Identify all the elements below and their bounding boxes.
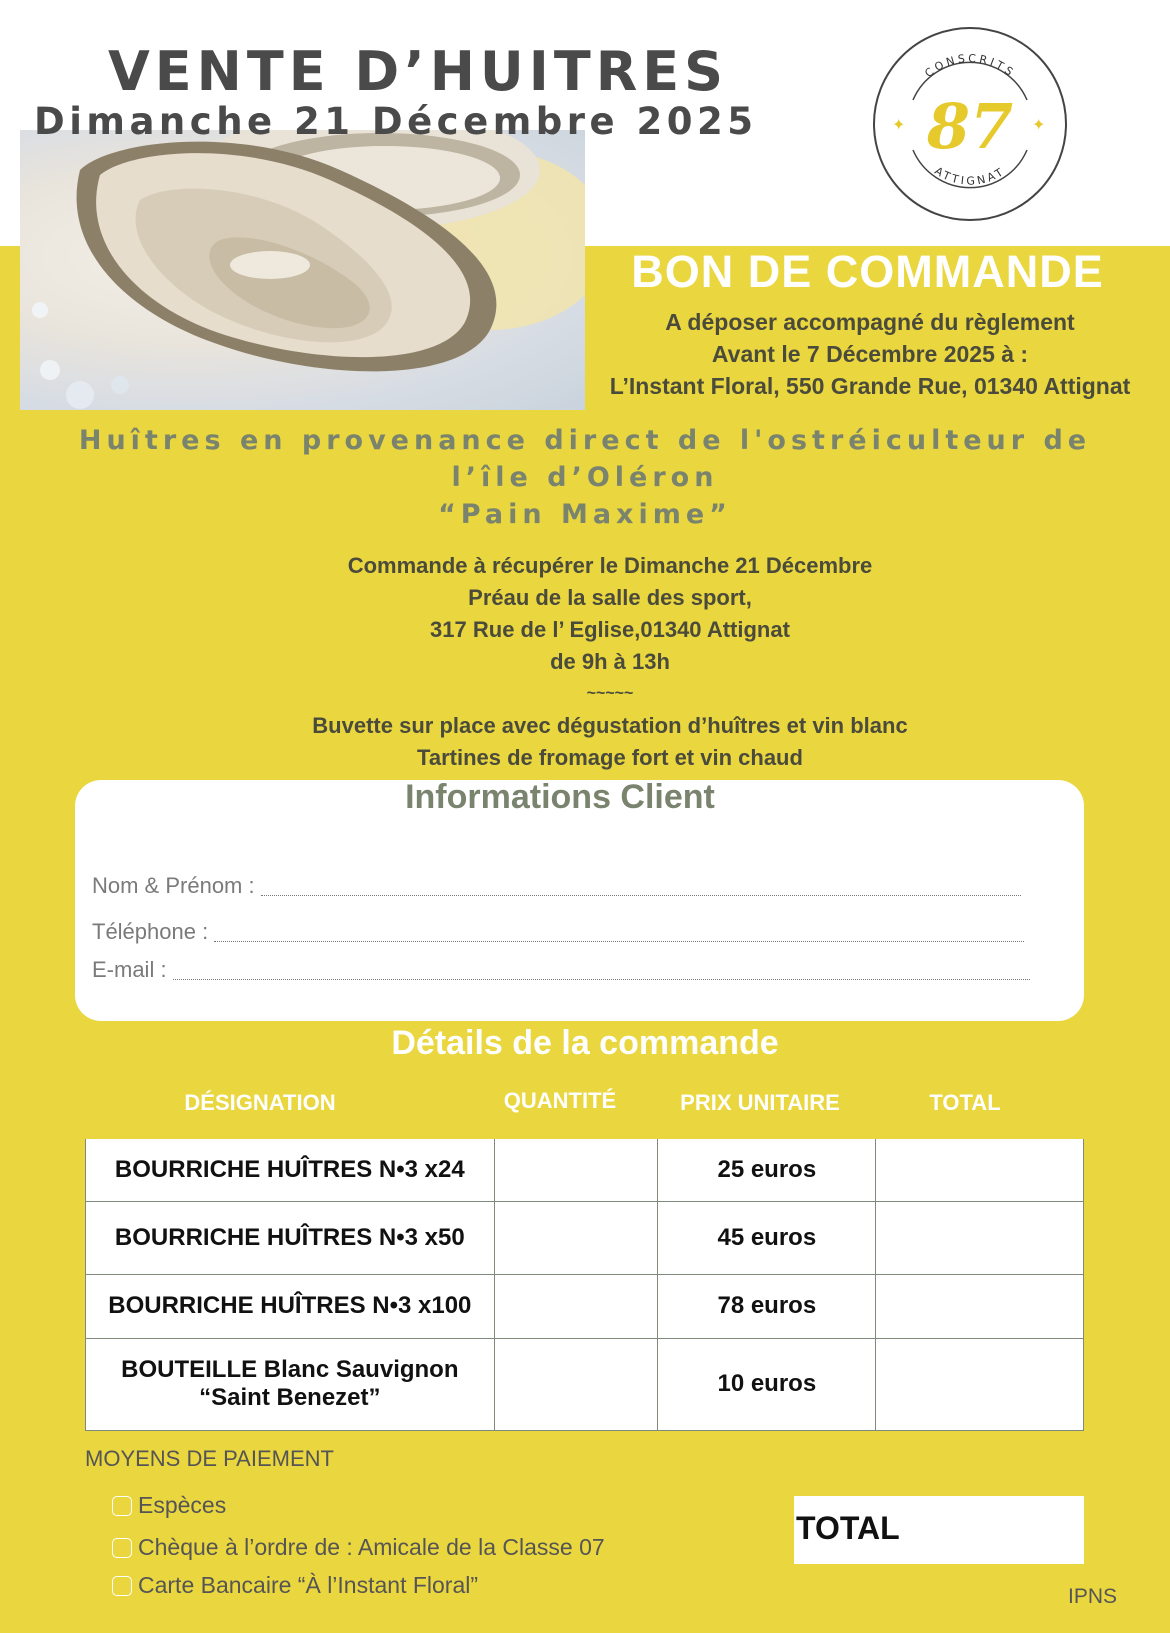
name-input-line[interactable] [261,895,1021,896]
conscrits-logo [868,22,1072,226]
extra-line: Tartines de fromage fort et vin chaud [417,745,803,770]
payment-option-label: Chèque à l’ordre de : Amicale de la Classe 07 [138,1534,605,1560]
checkbox[interactable] [112,1538,132,1558]
total-cell[interactable] [876,1201,1084,1274]
header-designation: DÉSIGNATION [184,1090,336,1115]
extra-line: Buvette sur place avec dégustation d’huîtres et vin blanc [312,713,908,738]
designation-line: BOUTEILLE Blanc Sauvignon [121,1356,459,1383]
price-cell: 45 euros [658,1201,876,1274]
order-details-title: Détails de la commande [391,1024,779,1062]
pickup-line: Commande à récupérer le Dimanche 21 Décembre [347,553,873,578]
price-cell: 25 euros [658,1139,876,1201]
header-unit-price: PRIX UNITAIRE [680,1090,840,1115]
star-right-icon: ✦ [1032,117,1046,134]
header-total: TOTAL [929,1090,1001,1115]
grand-total-label: TOTAL [796,1510,900,1546]
provenance-line: Huîtres en provenance direct de l'ostréiculteur de [78,425,1092,456]
designation-cell [86,1338,495,1430]
page-title: VENTE D’HUITRES [108,40,729,103]
payment-option-cheque[interactable] [112,1534,605,1561]
email-input-line[interactable] [173,979,1030,980]
ipns-mention: IPNS [1068,1585,1118,1608]
table-row [86,1274,1084,1338]
star-left-icon: ✦ [892,117,906,134]
total-cell[interactable] [876,1274,1084,1338]
deposit-line: A déposer accompagné du règlement [665,309,1075,335]
phone-label: Téléphone : [92,919,209,944]
designation-line: “Saint Benezet” [199,1384,381,1411]
total-cell[interactable] [876,1338,1084,1430]
deposit-line: Avant le 7 Décembre 2025 à : [711,341,1029,367]
bon-de-commande-title: BON DE COMMANDE [631,246,1104,297]
name-label: Nom & Prénom : [92,873,255,898]
deposit-instructions [585,306,1155,402]
price-cell: 10 euros [658,1338,876,1430]
designation-cell: BOURRICHE HUÎTRES N•3 x50 [86,1201,495,1274]
logo-bottom-text: ATTIGNAT [932,164,1008,188]
deposit-line: L’Instant Floral, 550 Grande Rue, 01340 Attignat [609,373,1131,399]
quantity-cell[interactable] [494,1139,658,1201]
logo-number: 87 [926,90,1014,163]
phone-field[interactable] [92,919,1024,945]
provenance-line: l’île d’Oléron [451,462,719,493]
quantity-cell[interactable] [494,1274,658,1338]
event-date: Dimanche 21 Décembre 2025 [34,100,758,143]
separator: ~~~~~ [586,685,634,702]
grand-total-box[interactable] [794,1496,1084,1564]
payment-methods-title: MOYENS DE PAIEMENT [85,1446,334,1471]
logo-top-text: CONSCRITS [922,51,1018,81]
quantity-cell[interactable] [494,1201,658,1274]
price-cell: 78 euros [658,1274,876,1338]
pickup-line: Préau de la salle des sport, [468,585,752,610]
designation-cell: BOURRICHE HUÎTRES N•3 x24 [86,1139,495,1201]
provenance-text [0,422,1170,533]
pickup-info [0,550,1170,774]
name-field[interactable] [92,873,1021,899]
payment-option-label: Espèces [138,1492,227,1518]
designation-cell: BOURRICHE HUÎTRES N•3 x100 [86,1274,495,1338]
order-table [85,1139,1084,1431]
pickup-line: de 9h à 13h [550,649,670,674]
total-cell[interactable] [876,1139,1084,1201]
table-row [86,1139,1084,1201]
payment-option-cash[interactable] [112,1492,226,1519]
client-info-title: Informations Client [405,778,715,816]
quantity-cell[interactable] [494,1338,658,1430]
payment-option-label: Carte Bancaire “À l’Instant Floral” [138,1572,479,1598]
checkbox[interactable] [112,1496,132,1516]
header-quantity: QUANTITÉ [503,1088,617,1113]
phone-input-line[interactable] [214,941,1024,942]
email-label: E-mail : [92,957,167,982]
table-row [86,1201,1084,1274]
payment-option-card[interactable] [112,1572,478,1599]
oyster-photo [20,130,585,410]
checkbox[interactable] [112,1576,132,1596]
email-field[interactable] [92,957,1030,983]
provenance-line: “Pain Maxime” [438,499,732,530]
pickup-line: 317 Rue de l’ Eglise,01340 Attignat [430,617,790,642]
table-row [86,1338,1084,1430]
